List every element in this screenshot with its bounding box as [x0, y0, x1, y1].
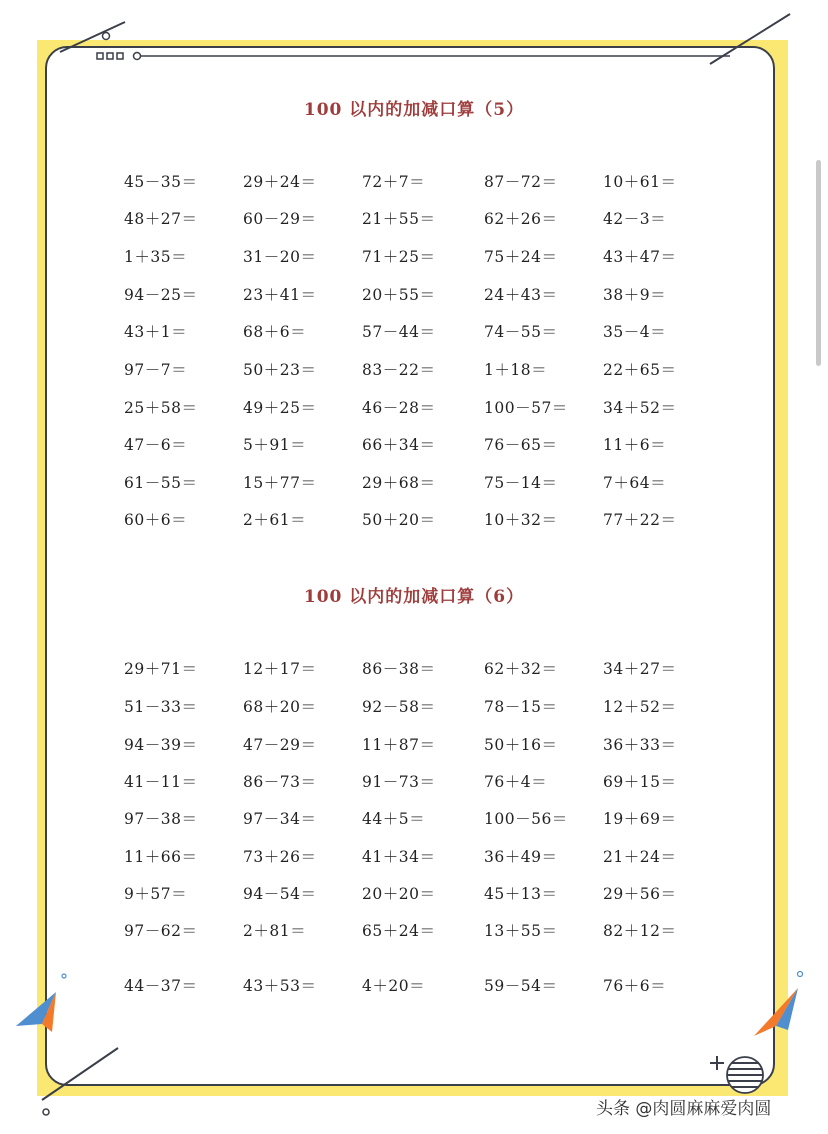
arithmetic-problem: 12＋17＝	[243, 660, 317, 678]
triangle-pennant-icon	[748, 966, 808, 1046]
arithmetic-problem: 29＋56＝	[603, 885, 677, 903]
arithmetic-problem: 34＋52＝	[603, 399, 677, 417]
arithmetic-problem: 74－55＝	[484, 323, 558, 341]
arithmetic-problem: 25＋58＝	[124, 399, 198, 417]
section-title: 100 以内的加减口算（6）	[303, 587, 525, 607]
arithmetic-problem: 47－6＝	[124, 436, 188, 454]
arithmetic-problem: 65＋24＝	[362, 922, 436, 940]
arithmetic-problem: 86－73＝	[243, 773, 317, 791]
arithmetic-problem: 50＋20＝	[362, 511, 436, 529]
arithmetic-problem: 100－57＝	[484, 399, 568, 417]
arithmetic-problem: 97－62＝	[124, 922, 198, 940]
arithmetic-problem: 62＋26＝	[484, 210, 558, 228]
arithmetic-problem: 20＋55＝	[362, 286, 436, 304]
arithmetic-problem: 9＋57＝	[124, 885, 188, 903]
arithmetic-problem: 21＋24＝	[603, 848, 677, 866]
arithmetic-problem: 92－58＝	[362, 698, 436, 716]
arithmetic-problem: 45＋13＝	[484, 885, 558, 903]
decorative-slash-icon	[706, 10, 796, 70]
arithmetic-problem: 91－73＝	[362, 773, 436, 791]
arithmetic-problem: 1＋35＝	[124, 248, 188, 266]
arithmetic-problem: 41－11＝	[124, 773, 198, 791]
arithmetic-problem: 22＋65＝	[603, 361, 677, 379]
arithmetic-problem: 97－34＝	[243, 810, 317, 828]
arithmetic-problem: 19＋69＝	[603, 810, 677, 828]
arithmetic-problem: 10＋61＝	[603, 173, 677, 191]
arithmetic-problem: 29＋68＝	[362, 474, 436, 492]
arithmetic-problem: 2＋81＝	[243, 922, 307, 940]
arithmetic-problem: 72＋7＝	[362, 173, 426, 191]
arithmetic-problem: 12＋52＝	[603, 698, 677, 716]
arithmetic-problem: 60－29＝	[243, 210, 317, 228]
arithmetic-problem: 78－15＝	[484, 698, 558, 716]
arithmetic-problem: 11＋66＝	[124, 848, 198, 866]
arithmetic-problem: 60＋6＝	[124, 511, 188, 529]
arithmetic-problem: 71＋25＝	[362, 248, 436, 266]
arithmetic-problem: 2＋61＝	[243, 511, 307, 529]
arithmetic-problem: 75－14＝	[484, 474, 558, 492]
arithmetic-problem: 94－25＝	[124, 286, 198, 304]
arithmetic-problem: 50＋23＝	[243, 361, 317, 379]
section-title: 100 以内的加减口算（5）	[303, 100, 525, 120]
arithmetic-problem: 43＋1＝	[124, 323, 188, 341]
arithmetic-problem: 82＋12＝	[603, 922, 677, 940]
striped-circle-icon	[724, 1054, 766, 1096]
arithmetic-problem: 36＋33＝	[603, 736, 677, 754]
arithmetic-problem: 66＋34＝	[362, 436, 436, 454]
arithmetic-problem: 69＋15＝	[603, 773, 677, 791]
arithmetic-problem: 42－3＝	[603, 210, 667, 228]
arithmetic-problem: 51－33＝	[124, 698, 198, 716]
arithmetic-problem: 50＋16＝	[484, 736, 558, 754]
arithmetic-problem: 62＋32＝	[484, 660, 558, 678]
arithmetic-problem: 76＋4＝	[484, 773, 548, 791]
arithmetic-problem: 68＋20＝	[243, 698, 317, 716]
arithmetic-problem: 61－55＝	[124, 474, 198, 492]
arithmetic-problem: 15＋77＝	[243, 474, 317, 492]
arithmetic-problem: 43＋53＝	[243, 977, 317, 995]
arithmetic-problem: 48＋27＝	[124, 210, 198, 228]
arithmetic-problem: 87－72＝	[484, 173, 558, 191]
arithmetic-problem: 46－28＝	[362, 399, 436, 417]
arithmetic-problem: 23＋41＝	[243, 286, 317, 304]
arithmetic-problem: 35－4＝	[603, 323, 667, 341]
arithmetic-problem: 45－35＝	[124, 173, 198, 191]
decorative-slash-icon	[36, 1044, 126, 1124]
arithmetic-problem: 43＋47＝	[603, 248, 677, 266]
arithmetic-problem: 29＋71＝	[124, 660, 198, 678]
arithmetic-problem: 36＋49＝	[484, 848, 558, 866]
arithmetic-problem: 29＋24＝	[243, 173, 317, 191]
arithmetic-problem: 59－54＝	[484, 977, 558, 995]
arithmetic-problem: 83－22＝	[362, 361, 436, 379]
arithmetic-problem: 44－37＝	[124, 977, 198, 995]
scrollbar[interactable]	[816, 160, 821, 366]
arithmetic-problem: 13＋55＝	[484, 922, 558, 940]
decorative-lines-icon	[40, 16, 740, 66]
arithmetic-problem: 68＋6＝	[243, 323, 307, 341]
arithmetic-problem: 34＋27＝	[603, 660, 677, 678]
arithmetic-problem: 76＋6＝	[603, 977, 667, 995]
arithmetic-problem: 11＋87＝	[362, 736, 436, 754]
arithmetic-problem: 21＋55＝	[362, 210, 436, 228]
arithmetic-problem: 76－65＝	[484, 436, 558, 454]
arithmetic-problem: 11＋6＝	[603, 436, 667, 454]
arithmetic-problem: 94－54＝	[243, 885, 317, 903]
arithmetic-problem: 47－29＝	[243, 736, 317, 754]
arithmetic-problem: 41＋34＝	[362, 848, 436, 866]
arithmetic-problem: 5＋91＝	[243, 436, 307, 454]
arithmetic-problem: 57－44＝	[362, 323, 436, 341]
arithmetic-problem: 24＋43＝	[484, 286, 558, 304]
arithmetic-problem: 4＋20＝	[362, 977, 426, 995]
arithmetic-problem: 31－20＝	[243, 248, 317, 266]
arithmetic-problem: 77＋22＝	[603, 511, 677, 529]
arithmetic-problem: 1＋18＝	[484, 361, 548, 379]
triangle-pennant-icon	[12, 970, 72, 1040]
arithmetic-problem: 7＋64＝	[603, 474, 667, 492]
arithmetic-problem: 75＋24＝	[484, 248, 558, 266]
arithmetic-problem: 97－7＝	[124, 361, 188, 379]
arithmetic-problem: 86－38＝	[362, 660, 436, 678]
arithmetic-problem: 44＋5＝	[362, 810, 426, 828]
arithmetic-problem: 10＋32＝	[484, 511, 558, 529]
watermark-text: 头条 @肉圆麻麻爱肉圆	[596, 1099, 772, 1119]
arithmetic-problem: 100－56＝	[484, 810, 568, 828]
arithmetic-problem: 94－39＝	[124, 736, 198, 754]
arithmetic-problem: 73＋26＝	[243, 848, 317, 866]
arithmetic-problem: 97－38＝	[124, 810, 198, 828]
arithmetic-problem: 38＋9＝	[603, 286, 667, 304]
arithmetic-problem: 49＋25＝	[243, 399, 317, 417]
arithmetic-problem: 20＋20＝	[362, 885, 436, 903]
